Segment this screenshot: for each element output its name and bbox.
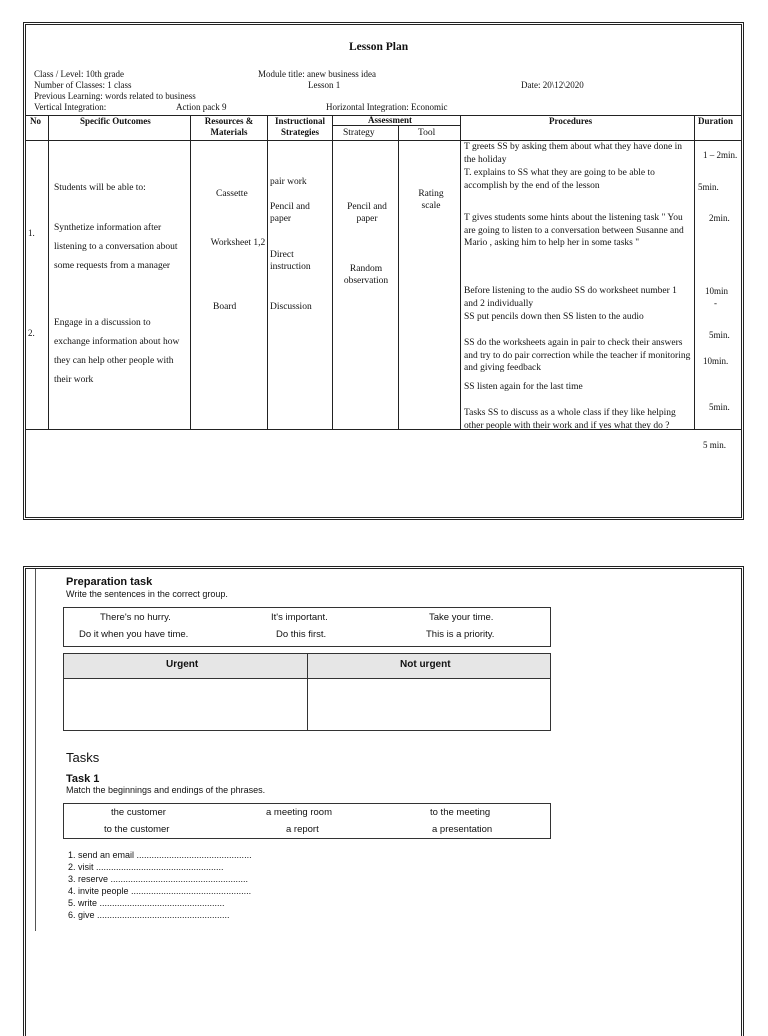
strategy-pair-work: pair work [270,177,307,187]
procedure-5: SS put pencils down then SS listen to the audio [464,312,644,322]
duration-1: 1 – 2min. [703,150,738,160]
header-specific-outcomes: Specific Outcomes [80,116,151,126]
sentence-5: Do this first. [276,629,327,640]
match-item-5[interactable]: 5. write .................................................. [68,898,225,908]
header-instructional: Instructional Strategies [274,116,325,137]
previous-learning: Previous Learning: words related to business [34,91,196,101]
header-tool: Tool [418,128,436,138]
procedure-4: Before listening to the audio SS do worksheet number 1 and 2 individually [464,286,677,309]
procedure-2: T. explains to SS what they are going to be able to accomplish by the end of the lesson [464,168,655,191]
row-number-2: 2. [28,328,35,338]
not-urgent-header: Not urgent [400,659,451,670]
duration-8: 5 min. [703,440,727,450]
strategy-pencil-paper: Pencil and paper [270,202,310,224]
duration-4: 10min [705,286,729,296]
lesson-date: Date: 20\12\2020 [521,80,584,90]
ending-2: a meeting room [266,807,333,818]
resource-cassette: Cassette [216,189,248,199]
resource-worksheet: Worksheet 1,2 [210,238,266,248]
ending-1: the customer [111,807,166,818]
lesson-plan-title: Lesson Plan [349,41,409,53]
ending-4: to the customer [104,824,170,835]
outcome-2: Engage in a discussion to exchange information about how they can help other people with their work [54,318,180,385]
outcome-1: Synthetize information after listening to a conversation about some requests from a manager [54,223,178,271]
header-resources: Resources & Materials [204,116,254,137]
module-title: Module title: anew business idea [258,69,376,79]
row-number-1: 1. [28,228,35,238]
outcomes-intro: Students will be able to: [54,183,146,193]
assessment-random-observation: Random observation [343,264,389,286]
vertical-integration-label: Vertical Integration: [34,102,107,112]
duration-6: 10min. [703,356,729,366]
preparation-instruction: Write the sentences in the correct group. [66,589,228,599]
task1-instruction: Match the beginnings and endings of the phrases. [66,785,266,795]
lesson-plan-table [26,115,741,457]
duration-3: 2min. [709,213,730,223]
preparation-title: Preparation task [66,576,153,588]
duration-5: 5min. [709,330,730,340]
class-level: Class / Level: 10th grade [34,69,124,79]
match-item-3[interactable]: 3. reserve ....................................................... [68,874,249,884]
vertical-integration-value: Action pack 9 [176,102,227,112]
assessment-pencil-paper: Pencil and paper [347,202,387,224]
horizontal-integration: Horizontal Integration: Economic [326,102,448,112]
sentence-4: Do it when you have time. [79,629,189,640]
header-duration: Duration [698,116,734,126]
margin-line [35,569,36,931]
resource-board: Board [213,302,237,312]
sentence-1: There's no hurry. [100,612,171,623]
ending-5: a report [286,824,319,835]
match-item-1[interactable]: 1. send an email .............................................. [68,850,252,860]
ending-6: a presentation [432,824,493,835]
strategy-discussion: Discussion [270,302,312,312]
lesson-plan-page [23,22,744,520]
assessment-rating-scale: Rating scale [418,189,444,211]
duration-4-dash: - [714,298,717,308]
worksheet-page [23,566,744,1036]
ending-3: to the meeting [430,807,491,818]
task1-title: Task 1 [66,773,100,785]
procedure-7: SS listen again for the last time [464,382,583,392]
procedure-1: T greets SS by asking them about what they have done in the holiday [464,142,683,165]
not-urgent-answer-cell[interactable] [308,679,550,730]
header-assessment: Assessment [368,115,412,125]
procedure-8: Tasks SS to discuss as a whole class if they like helping other people with their work and if yes what they do ? [464,408,676,431]
number-of-classes: Number of Classes: 1 class [34,80,132,90]
match-item-4[interactable]: 4. invite people ................................................ [68,886,252,896]
sentence-6: This is a priority. [426,629,495,640]
match-item-2[interactable]: 2. visit ................................................... [68,862,224,872]
urgent-header: Urgent [166,659,199,670]
strategy-direct-instruction: Direct instruction [270,250,311,272]
duration-2: 5min. [698,182,719,192]
tasks-heading: Tasks [66,750,100,765]
urgent-answer-cell[interactable] [64,679,306,730]
procedure-3: T gives students some hints about the listening task " You are going to listen to a conversation between Susanne and Mario , asking him to help her in some tasks " [464,213,684,248]
duration-7: 5min. [709,402,730,412]
procedure-6: SS do the worksheets again in pair to check their answers and try to do pair correction while the teacher if monitoring and giving feedback [464,338,691,373]
header-no: No [30,116,41,126]
sentence-2: It's important. [271,612,328,623]
header-procedures: Procedures [549,116,593,126]
match-item-6[interactable]: 6. give ..................................................... [68,910,230,920]
header-strategy: Strategy [343,128,375,138]
lesson-number: Lesson 1 [308,80,341,90]
sentence-3: Take your time. [429,612,494,623]
